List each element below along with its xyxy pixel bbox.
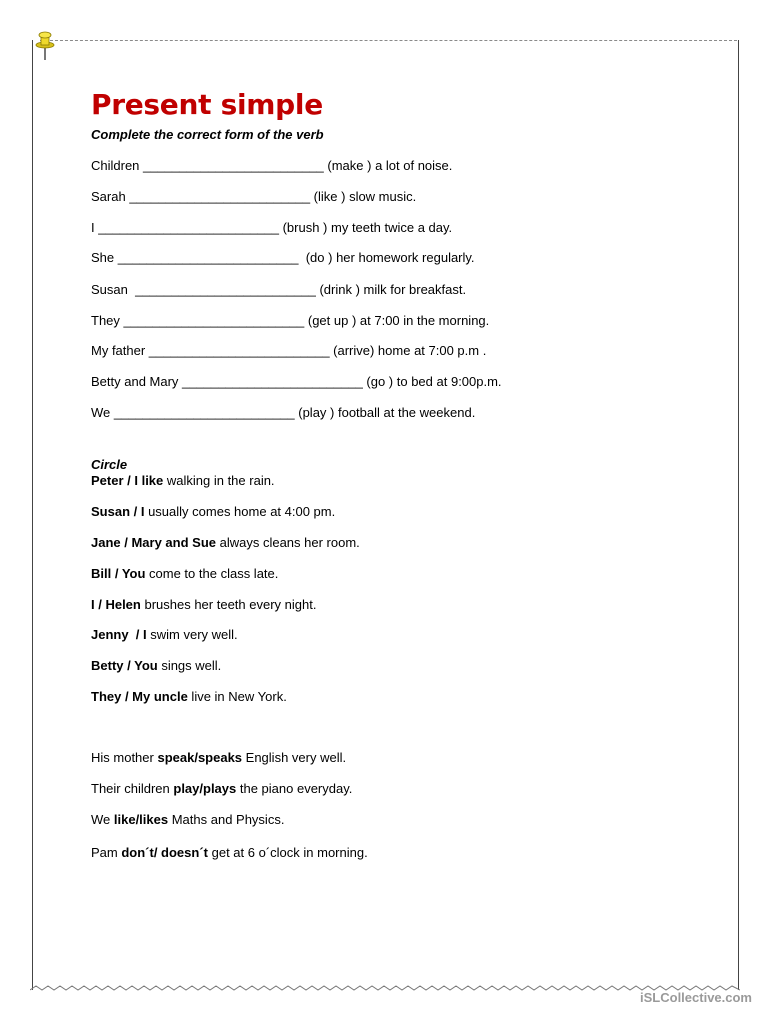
fill-line-subject: Sarah <box>91 189 130 204</box>
choose-subject: His mother <box>91 750 158 765</box>
page-title: Present simple <box>91 88 323 121</box>
circle-rest: come to the class late. <box>145 566 279 581</box>
fill-line-rest: (play ) football at the weekend. <box>294 405 476 420</box>
circle-choice: Jenny / I <box>91 627 147 642</box>
circle-choice: I / Helen <box>91 597 141 612</box>
choose-subject: Pam <box>91 845 122 860</box>
choose-line <box>91 812 284 827</box>
choose-line <box>91 781 352 796</box>
choose-choice: like/likes <box>113 812 169 827</box>
circle-rest: sings well. <box>157 658 222 673</box>
fill-line-rest: (brush ) my teeth twice a day. <box>278 220 453 235</box>
fill-line-rest: (like ) slow music. <box>310 189 417 204</box>
instruction-text: Complete the correct form of the verb <box>91 127 324 142</box>
fill-line <box>91 220 452 235</box>
fill-line-blank: _________________________ <box>148 343 330 358</box>
fill-line <box>91 405 475 420</box>
fill-line-subject: Betty and Mary <box>91 374 183 389</box>
circle-rest: walking in the rain. <box>163 473 275 488</box>
watermark: iSLCollective.com <box>640 990 752 1005</box>
choose-subject: Their children <box>91 781 174 796</box>
fill-line-subject: We <box>91 405 114 420</box>
fill-line-subject: She <box>91 250 118 265</box>
circle-choice: Jane / Mary and Sue <box>91 535 216 550</box>
fill-line <box>91 189 416 204</box>
fill-line <box>91 313 489 328</box>
choose-choice: play/plays <box>173 781 237 796</box>
choose-rest: the piano everyday. <box>236 781 353 796</box>
fill-line <box>91 343 486 358</box>
fill-line-blank: _________________________ <box>98 220 279 235</box>
fill-line-rest: (go ) to bed at 9:00p.m. <box>362 374 502 389</box>
fill-line-blank: _________________________ <box>182 374 363 389</box>
fill-line-subject: Susan <box>91 282 136 297</box>
fill-line-rest: (get up ) at 7:00 in the morning. <box>304 313 490 328</box>
choose-line <box>91 845 368 860</box>
choose-rest: English very well. <box>242 750 347 765</box>
fill-line-rest: (make ) a lot of noise. <box>323 158 453 173</box>
circle-rest: swim very well. <box>146 627 238 642</box>
circle-line <box>91 689 287 704</box>
fill-line <box>91 158 452 173</box>
circle-line <box>91 566 278 581</box>
circle-rest: brushes her teeth every night. <box>140 597 317 612</box>
circle-line <box>91 627 238 642</box>
circle-choice: Peter / I like <box>91 473 164 488</box>
torn-page-edge <box>30 982 740 996</box>
circle-line <box>91 473 275 488</box>
choose-choice: don´t/ doesn´t <box>121 845 208 860</box>
circle-line <box>91 658 221 673</box>
pushpin-icon <box>30 28 60 62</box>
fill-line <box>91 250 475 265</box>
fill-line-blank: _________________________ <box>143 158 324 173</box>
circle-line <box>91 504 335 519</box>
circle-choice: Susan / I <box>91 504 145 519</box>
circle-heading: Circle <box>91 457 128 472</box>
circle-choice: Bill / You <box>91 566 146 581</box>
choose-line <box>91 750 346 765</box>
circle-rest: always cleans her room. <box>216 535 360 550</box>
circle-choice: Betty / You <box>91 658 158 673</box>
choose-subject: We <box>91 812 114 827</box>
circle-rest: live in New York. <box>187 689 287 704</box>
fill-line <box>91 282 466 297</box>
fill-line-rest: (do ) her homework regularly. <box>298 250 475 265</box>
fill-line-blank: _________________________ <box>117 250 299 265</box>
fill-line-subject: They <box>91 313 124 328</box>
circle-line <box>91 597 316 612</box>
fill-line-blank: _________________________ <box>113 405 295 420</box>
fill-line-rest: (arrive) home at 7:00 p.m . <box>329 343 487 358</box>
fill-line <box>91 374 502 389</box>
choose-rest: get at 6 o´clock in morning. <box>208 845 368 860</box>
fill-line-subject: Children <box>91 158 144 173</box>
page-top-edge <box>40 40 737 41</box>
fill-line-rest: (drink ) milk for breakfast. <box>315 282 467 297</box>
fill-line-subject: I <box>91 220 99 235</box>
choose-rest: Maths and Physics. <box>168 812 285 827</box>
choose-choice: speak/speaks <box>157 750 243 765</box>
circle-line <box>91 535 360 550</box>
fill-line-blank: _________________________ <box>123 313 305 328</box>
circle-rest: usually comes home at 4:00 pm. <box>144 504 336 519</box>
fill-line-subject: My father <box>91 343 149 358</box>
fill-line-blank: _________________________ <box>135 282 316 297</box>
circle-choice: They / My uncle <box>91 689 188 704</box>
fill-line-blank: _________________________ <box>129 189 311 204</box>
